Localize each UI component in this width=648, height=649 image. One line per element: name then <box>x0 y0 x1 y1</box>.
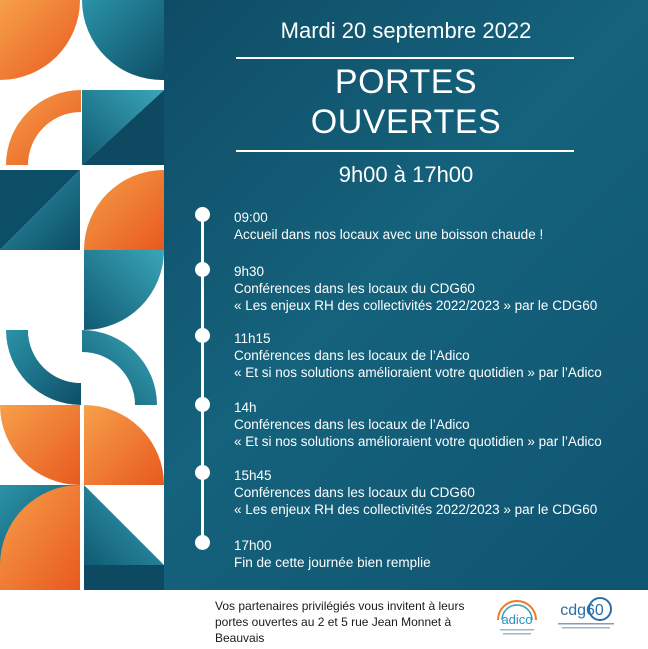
timeline-dot <box>195 328 210 343</box>
timeline-time: 09:00 <box>234 210 268 225</box>
timeline-text: Conférences dans les locaux de l’Adico <box>234 417 470 432</box>
timeline-dot <box>195 207 210 222</box>
timeline-text: Conférences dans les locaux du CDG60 <box>234 485 475 500</box>
event-date: Mardi 20 septembre 2022 <box>280 18 532 43</box>
event-hours: 9h00 à 17h00 <box>338 162 474 187</box>
timeline-text: Accueil dans nos locaux avec une boisson chaude ! <box>234 227 544 242</box>
timeline-item <box>234 467 644 518</box>
timeline-text: « Les enjeux RH des collectivités 2022/2023 » par le CDG60 <box>234 502 598 517</box>
timeline-time: 14h <box>234 400 257 415</box>
timeline-item <box>234 209 644 243</box>
event-title <box>164 62 648 142</box>
timeline-item <box>234 537 644 571</box>
timeline-time: 9h30 <box>234 264 265 279</box>
timeline-text: Conférences dans les locaux de l’Adico <box>234 348 470 363</box>
timeline-item <box>234 399 644 450</box>
timeline-item <box>234 330 644 381</box>
timeline-text: « Et si nos solutions amélioraient votre quotidien » par l’Adico <box>234 365 602 380</box>
timeline-text: Fin de cette journée bien remplie <box>234 555 431 570</box>
title-line-1: PORTES <box>334 63 478 101</box>
timeline-text: « Les enjeux RH des collectivités 2022/2023 » par le CDG60 <box>234 298 598 313</box>
main-panel <box>164 0 648 590</box>
timeline-time: 11h15 <box>234 331 271 346</box>
timeline-time: 17h00 <box>234 538 272 553</box>
timeline-time: 15h45 <box>234 468 272 483</box>
timeline-dot <box>195 535 210 550</box>
timeline-text: « Et si nos solutions amélioraient votre quotidien » par l’Adico <box>234 434 602 449</box>
timeline-dot <box>195 397 210 412</box>
invitation-text <box>215 598 485 646</box>
cdg60-logo-text: cdg60 <box>560 602 604 619</box>
adico-logo-text: adico <box>501 612 533 627</box>
divider-bottom <box>236 150 574 152</box>
adico-logo <box>492 598 542 638</box>
title-line-2: OUVERTES <box>310 103 502 141</box>
footer <box>0 590 648 649</box>
timeline-item <box>234 263 644 314</box>
timeline-dot <box>195 262 210 277</box>
invitation-line-1: Vos partenaires privilégiés vous invitent à leurs <box>215 599 465 613</box>
geometric-decoration <box>0 0 164 590</box>
invitation-line-2: portes ouvertes au 2 et 5 rue Jean Monnet à Beauvais <box>215 615 452 645</box>
timeline-dot <box>195 465 210 480</box>
timeline-text: Conférences dans les locaux du CDG60 <box>234 281 475 296</box>
cdg60-logo <box>548 594 628 640</box>
divider-top <box>236 57 574 59</box>
